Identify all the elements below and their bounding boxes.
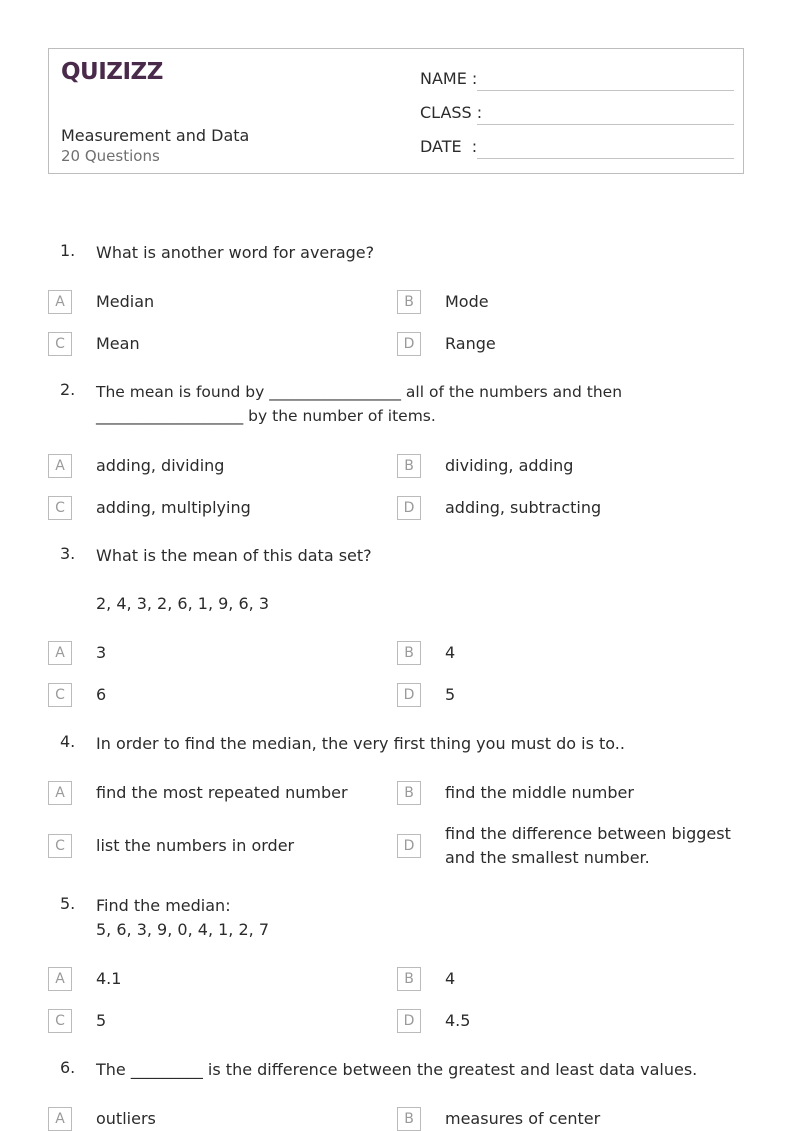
option-letter: A <box>48 641 72 665</box>
option-text: 6 <box>96 685 107 704</box>
option-text: 5 <box>445 685 456 704</box>
option-letter: D <box>397 496 421 520</box>
date-label: DATE : <box>420 137 478 156</box>
option-letter: D <box>397 834 421 858</box>
option-text: adding, multiplying <box>96 498 251 517</box>
option-letter: C <box>48 683 72 707</box>
question-text: The _________ is the difference between the greatest and least data values. <box>96 1060 698 1079</box>
option-text: adding, dividing <box>96 456 225 475</box>
data-set: 5, 6, 3, 9, 0, 4, 1, 2, 7 <box>96 920 269 939</box>
option-text: 5 <box>96 1011 107 1030</box>
question-text: Find the median: <box>96 896 231 915</box>
option-letter: B <box>397 290 421 314</box>
option-text: 4.1 <box>96 969 122 988</box>
option-text: 4 <box>445 643 456 662</box>
option-letter: D <box>397 332 421 356</box>
option-letter: B <box>397 454 421 478</box>
option-text: 4.5 <box>445 1011 471 1030</box>
date-field[interactable] <box>420 137 734 161</box>
option-text: 3 <box>96 643 107 662</box>
option-text: find the difference between biggest and the smallest number. <box>445 824 731 867</box>
date-line[interactable] <box>477 158 734 159</box>
option-letter: B <box>397 1107 421 1131</box>
class-field[interactable] <box>420 103 734 127</box>
option-letter: B <box>397 967 421 991</box>
worksheet-header <box>48 48 744 174</box>
question-number: 3. <box>60 544 76 563</box>
question-text: The mean is found by _________________ all of the numbers and then ___________________ by the number of items. <box>96 383 623 425</box>
name-line[interactable] <box>477 90 734 91</box>
option-text: Median <box>96 292 155 311</box>
question-number: 4. <box>60 732 76 751</box>
option-text: outliers <box>96 1109 156 1128</box>
option-letter: C <box>48 332 72 356</box>
name-field[interactable] <box>420 69 734 93</box>
data-set: 2, 4, 3, 2, 6, 1, 9, 6, 3 <box>96 594 269 613</box>
option-letter: A <box>48 290 72 314</box>
question-text: In order to find the median, the very first thing you must do is to.. <box>96 734 625 753</box>
option-letter: B <box>397 641 421 665</box>
worksheet-title: Measurement and Data <box>61 126 250 145</box>
name-label: NAME : <box>420 69 478 88</box>
question-number: 1. <box>60 241 76 260</box>
question-text: What is the mean of this data set? <box>96 546 372 565</box>
option-text: Mean <box>96 334 140 353</box>
question-text: What is another word for average? <box>96 243 375 262</box>
option-text: find the middle number <box>445 783 634 802</box>
option-text: adding, subtracting <box>445 498 602 517</box>
class-label: CLASS : <box>420 103 483 122</box>
option-text: dividing, adding <box>445 456 574 475</box>
option-text: Range <box>445 334 496 353</box>
option-letter: A <box>48 781 72 805</box>
option-text: 4 <box>445 969 456 988</box>
class-line[interactable] <box>477 124 734 125</box>
option-letter: A <box>48 967 72 991</box>
option-text: Mode <box>445 292 489 311</box>
option-letter: A <box>48 454 72 478</box>
option-letter: C <box>48 834 72 858</box>
option-letter: C <box>48 1009 72 1033</box>
option-letter: D <box>397 683 421 707</box>
option-letter: B <box>397 781 421 805</box>
option-letter: A <box>48 1107 72 1131</box>
question-number: 5. <box>60 894 76 913</box>
option-letter: D <box>397 1009 421 1033</box>
quizizz-logo: QUIZIZZ <box>61 59 163 85</box>
question-number: 2. <box>60 380 76 399</box>
option-text: list the numbers in order <box>96 836 295 855</box>
question-number: 6. <box>60 1058 76 1077</box>
option-letter: C <box>48 496 72 520</box>
option-text: measures of center <box>445 1109 601 1128</box>
question-count: 20 Questions <box>61 147 160 165</box>
option-text: find the most repeated number <box>96 783 348 802</box>
